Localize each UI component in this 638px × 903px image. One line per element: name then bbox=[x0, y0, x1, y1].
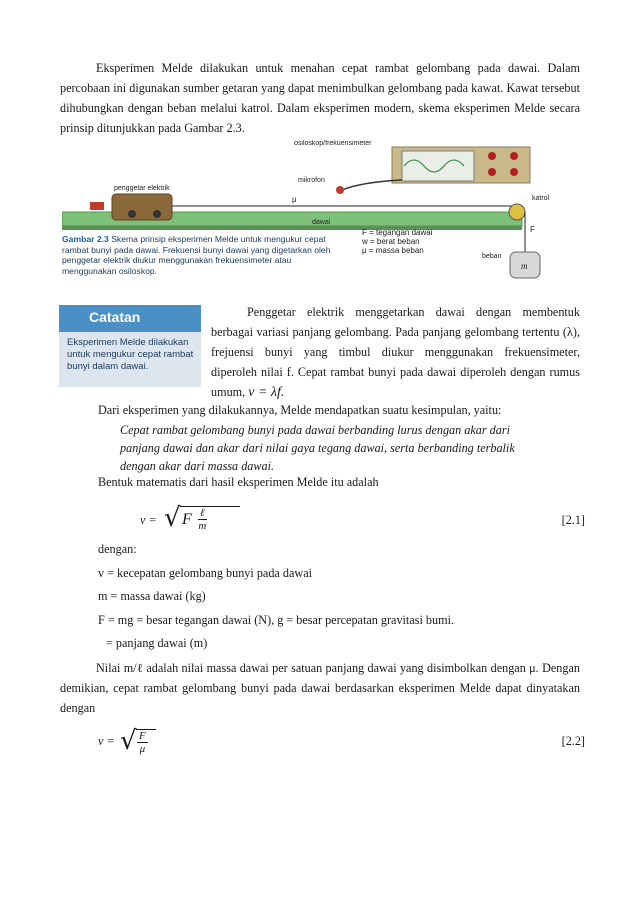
note-title: Catatan bbox=[89, 309, 141, 325]
eq2-fraction bbox=[137, 730, 148, 755]
oscilloscope-screen bbox=[402, 151, 474, 181]
caption-text: Skema prinsip eksperimen Melde untuk mengukur cepat rambat bunyi pada dawai. Frekuensi bunyi dawai yang digetarkan oleh penggetar elektrik diukur menggunakan frekuensimeter atau menggunakan osiloskop. bbox=[62, 234, 331, 276]
eq2-lhs: v = bbox=[98, 734, 115, 748]
eq2-den: μ bbox=[139, 743, 146, 755]
conclusion-intro: Dari eksperimen yang dilakukannya, Melde mendapatkan suatu kesimpulan, yaitu: bbox=[98, 403, 502, 417]
eq1-den: m bbox=[198, 520, 207, 532]
legend-line-2: w = berat beban bbox=[362, 237, 420, 246]
note-text: Eksperimen Melde dilakukan untuk mengukur cepat rambat bunyi dalam dawai. bbox=[67, 337, 194, 372]
definition-F: F = mg = besar tegangan dawai (N), g = besar percepatan gravitasi bumi. bbox=[98, 613, 454, 627]
equation-2-2 bbox=[98, 724, 585, 764]
pulley-icon bbox=[509, 204, 525, 220]
definition-v: v = kecepatan gelombang bunyi pada dawai bbox=[98, 566, 312, 580]
microphone-icon bbox=[336, 186, 344, 194]
mu-label: μ bbox=[292, 195, 297, 204]
note-box bbox=[59, 305, 201, 387]
legend-line-3: μ = massa beban bbox=[362, 246, 424, 255]
vibrator-paragraph bbox=[211, 302, 580, 403]
beban-label: beban bbox=[482, 253, 502, 260]
definition-m: m = massa dawai (kg) bbox=[98, 589, 206, 603]
eq2-label: [2.2] bbox=[561, 734, 585, 748]
dawai-label: dawai bbox=[312, 219, 331, 226]
caption-prefix: Gambar 2.3 bbox=[62, 234, 109, 244]
figure-caption bbox=[62, 234, 342, 276]
eq1-F: F bbox=[182, 511, 192, 528]
m-label: m bbox=[521, 261, 528, 271]
mic-label: mikrofon bbox=[298, 177, 325, 184]
vibrator-label: penggetar elektrik bbox=[114, 185, 170, 192]
melde-conclusion: Cepat rambat gelombang bunyi pada dawai berbanding lurus dengan akar dari panjang dawai dan akar dari nilai gaya tegang dawai, serta berbanding terbalik dengan akar dari massa dawai. bbox=[120, 423, 515, 473]
eq2-num: F bbox=[139, 730, 146, 742]
vibrator-paragraph-text: Penggetar elektrik menggetarkan dawai dengan membentuk berbagai variasi panjang gelombang. Pada panjang gelombang tertentu (λ), frejuensi bunyi yang timbul diukur menggunakan frekuensimeter, diperoleh nilai f. Cepat rambat bunyi pada dawai diperoleh dengan rumus umum, bbox=[211, 305, 580, 399]
eq1-num: ℓ bbox=[200, 507, 205, 519]
eq1-lhs: v = bbox=[140, 513, 157, 527]
eq1-sqrt: √ bbox=[164, 503, 181, 533]
equation-2-1 bbox=[140, 505, 585, 545]
eq1-label: [2.1] bbox=[561, 513, 585, 527]
wave-speed-formula: v = λf. bbox=[248, 385, 285, 400]
dengan-label: dengan: bbox=[98, 542, 137, 556]
mu-paragraph: Nilai m/ℓ adalah nilai massa dawai per satuan panjang dawai yang disimbolkan dengan μ. Dengan demikian, cepat rambat gelombang bunyi pada dawai berdasarkan eksperimen Melde dapat dinyatakan dengan bbox=[60, 661, 580, 715]
legend-line-1: F = tegangan dawai bbox=[362, 228, 433, 237]
definition-length: = panjang dawai (m) bbox=[106, 636, 208, 650]
melde-experiment-figure bbox=[62, 140, 580, 290]
F-label: F bbox=[530, 225, 535, 234]
osc-label: osiloskop/frekuensimeter bbox=[294, 140, 372, 147]
math-form-intro: Bentuk matematis dari hasil eksperimen Melde itu adalah bbox=[98, 475, 379, 489]
eq1-fraction bbox=[198, 507, 207, 532]
note-header bbox=[59, 305, 201, 332]
katrol-label: katrol bbox=[532, 195, 550, 202]
intro-paragraph: Eksperimen Melde dilakukan untuk menahan cepat rambat gelombang pada dawai. Dalam percobaan ini digunakan sumber getaran yang dapat menimbulkan gelombang pada kawat. Kawat tersebut dihubungkan dengan beban melalui katrol. Dalam eksperimen modern, skema eksperimen Melde secara prinsip ditunjukkan pada Gambar 2.3. bbox=[60, 61, 580, 135]
eq2-sqrt: √ bbox=[120, 726, 137, 756]
vibrator-body bbox=[112, 194, 172, 220]
